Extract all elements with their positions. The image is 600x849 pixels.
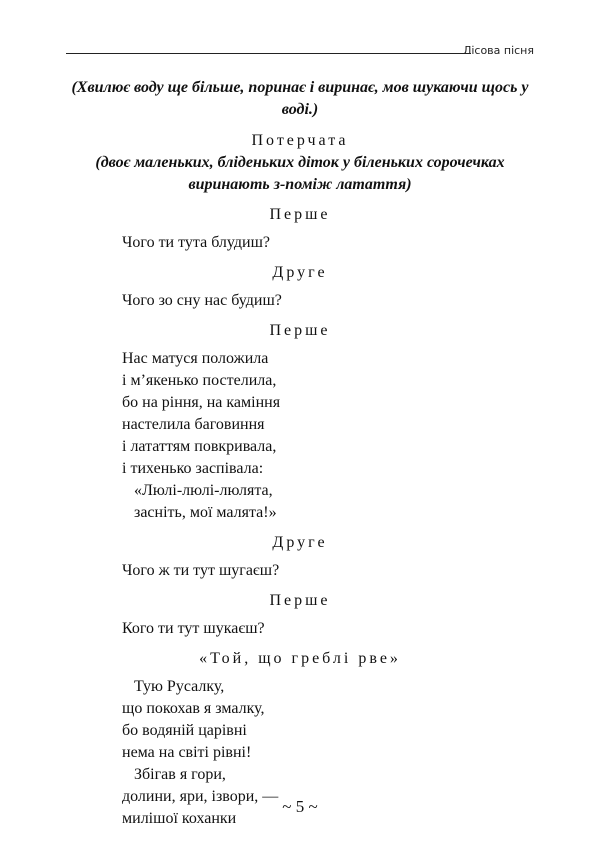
verse-line: засніть, мої малята!» xyxy=(134,504,277,521)
verse-line: настелила баговиння xyxy=(122,416,265,433)
verse-line: і лататтям повкривала, xyxy=(122,438,277,455)
verse-block xyxy=(122,348,534,524)
verse-line: Чого ж ти тут шугаєш? xyxy=(122,562,280,579)
verse-line: бо на ріння, на каміння xyxy=(122,394,281,411)
speaker-name: Перше xyxy=(269,592,331,609)
verse-line: нема на світі рівні! xyxy=(122,744,252,761)
verse-line: Збігав я гори, xyxy=(134,766,226,783)
speaker-name: Друге xyxy=(272,264,328,281)
stage-direction: (Хвилює воду ще більше, поринає і виринає, мов шукаючи щось у воді.) xyxy=(71,79,529,118)
verse-line: Чого ти тута блудиш? xyxy=(122,234,271,251)
page-number: ~ 5 ~ xyxy=(282,797,318,816)
stage-direction: (двоє маленьких, бліденьких діток у біленьких сорочечках виринають з-поміж латаття) xyxy=(95,154,505,193)
verse-line: милішої коханки xyxy=(122,810,237,827)
verse-line: що покохав я змалку, xyxy=(122,700,265,717)
verse-line: «Люлі-люлі-люлята, xyxy=(134,482,273,499)
speaker-name: Друге xyxy=(272,534,328,551)
speaker-name: Перше xyxy=(269,322,331,339)
verse-line: Тую Русалку, xyxy=(134,678,225,695)
speaker-name: Потерчата xyxy=(251,132,349,149)
verse-line: і тихенько заспівала: xyxy=(122,460,264,477)
page-content xyxy=(66,77,534,830)
verse-block xyxy=(122,232,534,254)
verse-line: Нас матуся положила xyxy=(122,350,269,367)
speaker-name: «Той, що греблі рве» xyxy=(199,650,401,667)
verse-block xyxy=(122,560,534,582)
verse-block xyxy=(122,618,534,640)
verse-line: Кого ти тут шукаєш? xyxy=(122,620,265,637)
verse-line: долини, яри, ізвори, — xyxy=(122,788,279,805)
verse-line: бо водяній царівні xyxy=(122,722,247,739)
verse-line: Чого зо сну нас будиш? xyxy=(122,292,282,309)
speaker-name: Перше xyxy=(269,206,331,223)
verse-line: і м’якенько постелила, xyxy=(122,372,277,389)
running-header-title: Лісова пісня xyxy=(463,44,534,57)
header-rule xyxy=(66,53,471,54)
verse-block xyxy=(122,290,534,312)
